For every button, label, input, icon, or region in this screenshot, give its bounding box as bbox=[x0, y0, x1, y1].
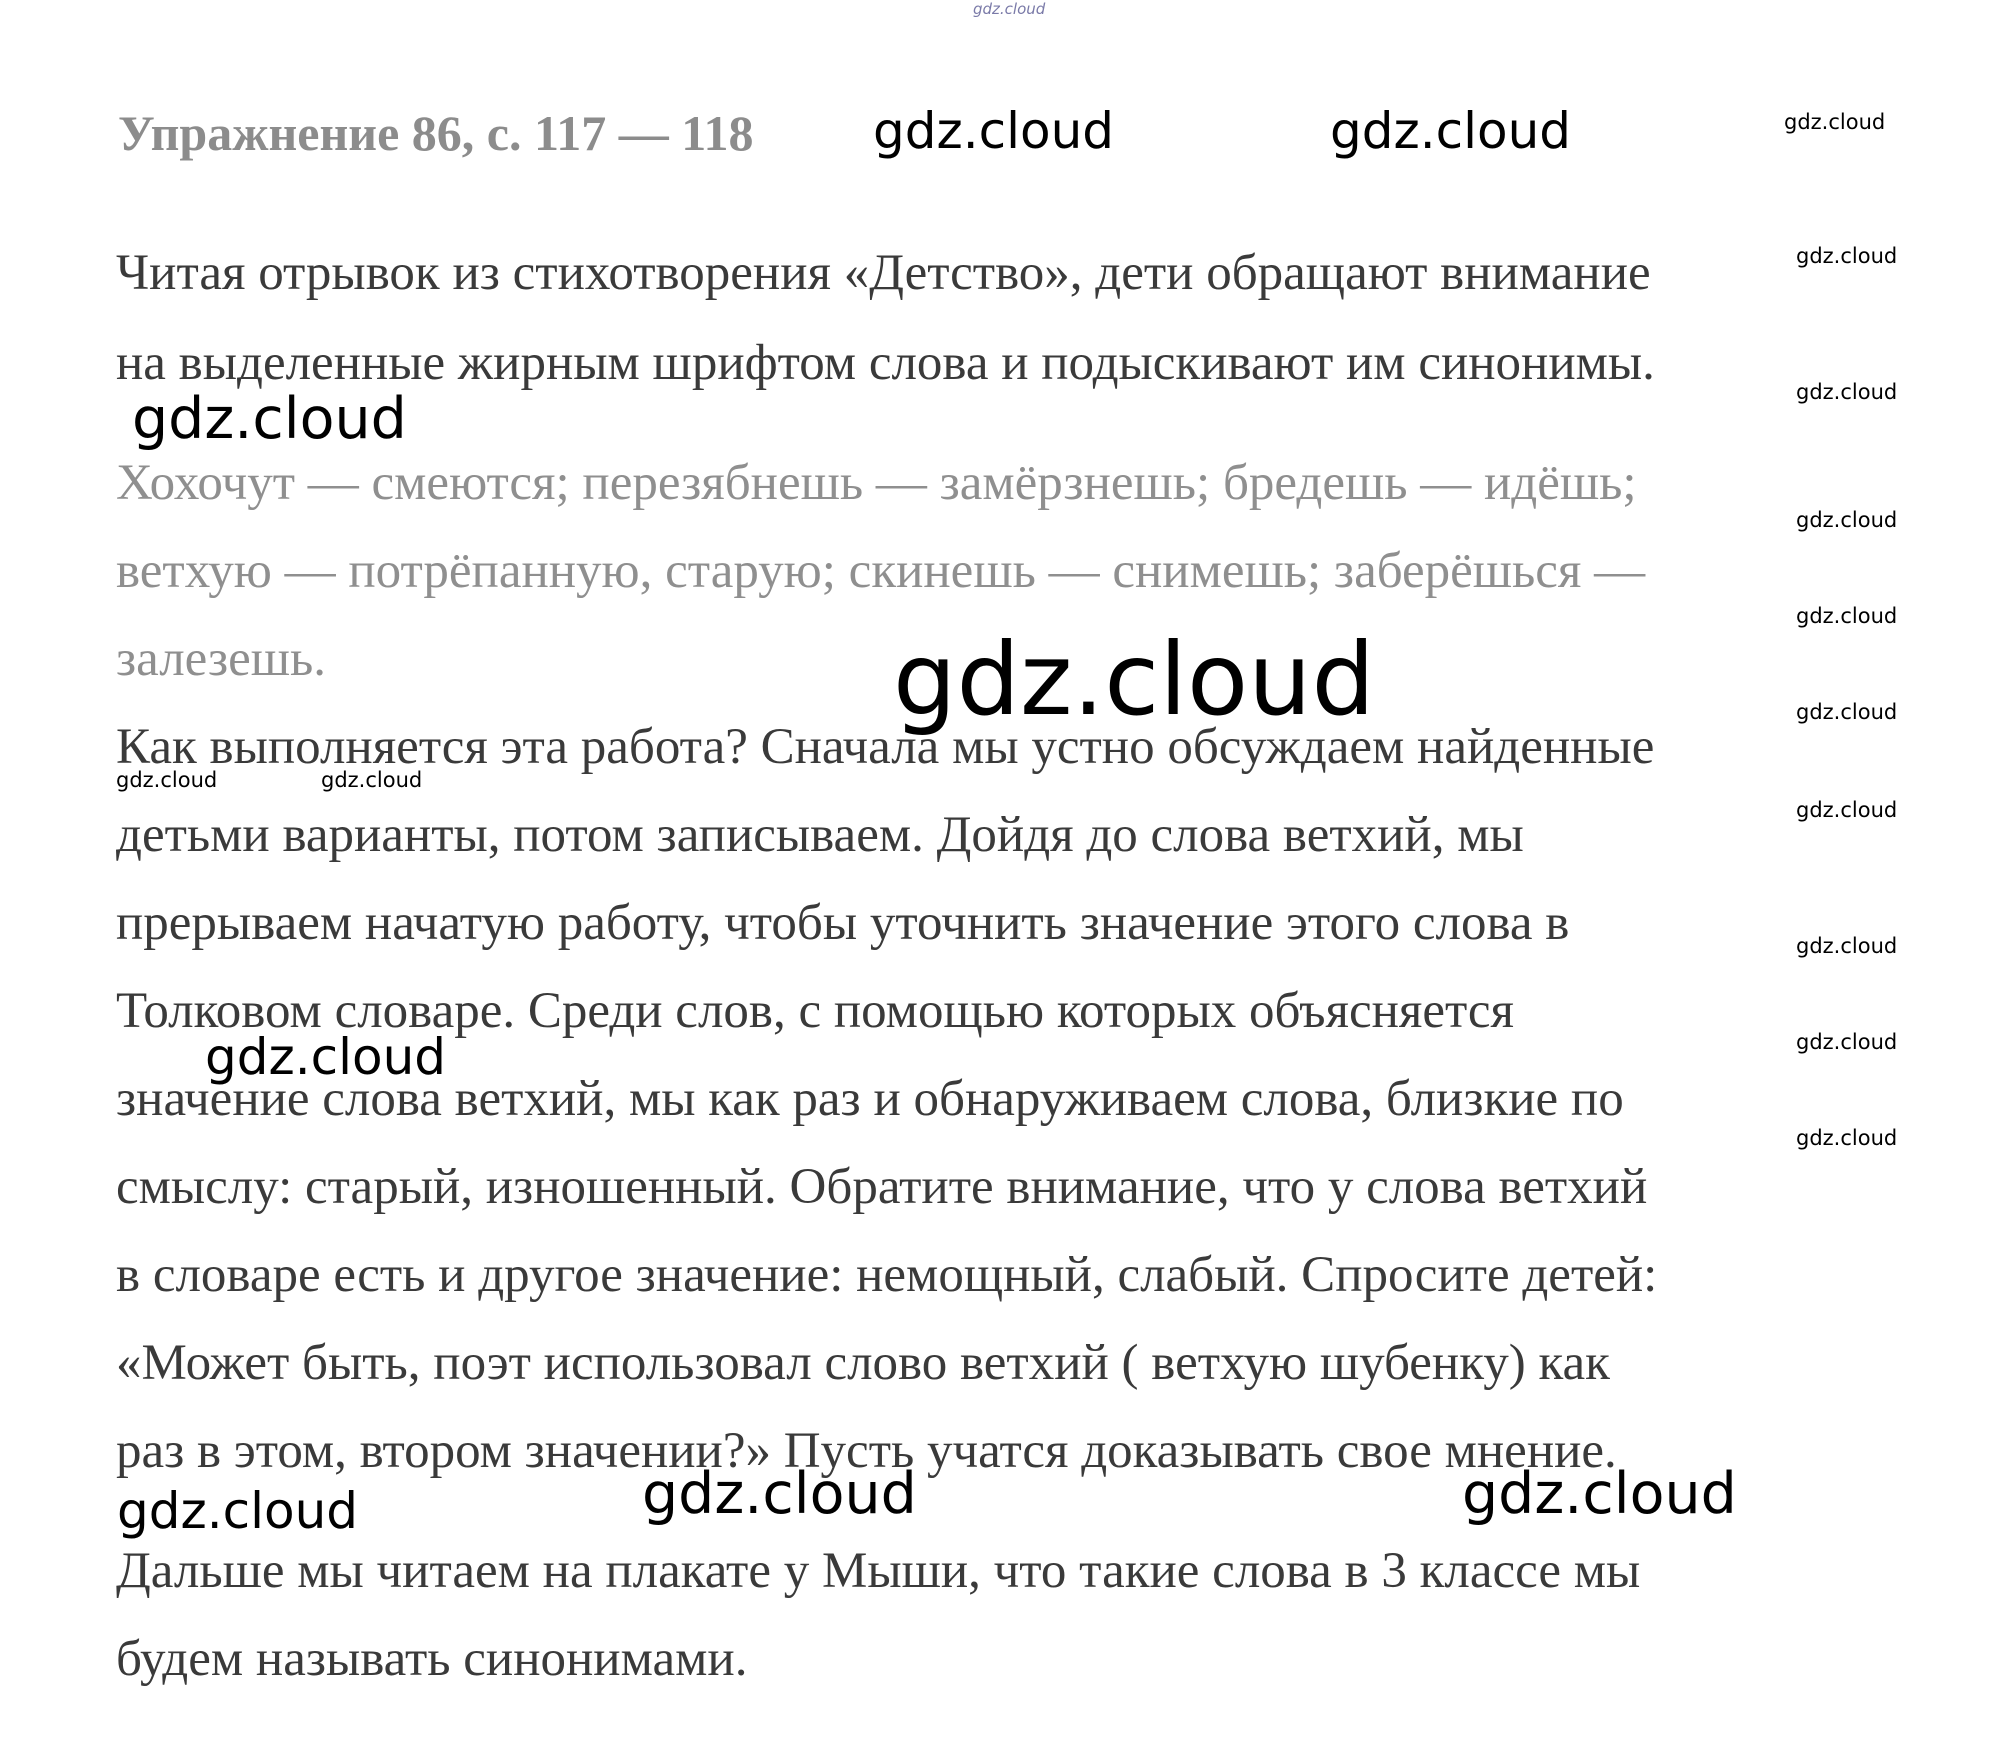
watermark: gdz.cloud bbox=[132, 386, 407, 452]
watermark: gdz.cloud bbox=[321, 768, 423, 792]
text-line: будем называть синонимами. bbox=[116, 1631, 748, 1687]
text-line: на выделенные жирным шрифтом слова и подыскивают им синонимы. bbox=[116, 335, 1655, 391]
text-line: Толковом словаре. Среди слов, с помощью которых объясняется bbox=[116, 983, 1515, 1039]
watermark: gdz.cloud bbox=[116, 768, 218, 792]
watermark: gdz.cloud bbox=[1796, 380, 1898, 404]
text-line: Дальше мы читаем на плакате у Мыши, что такие слова в 3 классе мы bbox=[116, 1543, 1641, 1599]
watermark: gdz.cloud bbox=[117, 1482, 359, 1540]
watermark: gdz.cloud bbox=[1796, 798, 1898, 822]
watermark: gdz.cloud bbox=[1330, 102, 1572, 160]
watermark: gdz.cloud bbox=[642, 1461, 917, 1527]
text-line: значение слова ветхий, мы как раз и обнаруживаем слова, близкие по bbox=[116, 1071, 1624, 1127]
watermark: gdz.cloud bbox=[1796, 604, 1898, 628]
watermark: gdz.cloud bbox=[893, 621, 1376, 738]
text-line: прерываем начатую работу, чтобы уточнить значение этого слова в bbox=[116, 895, 1570, 951]
watermark: gdz.cloud bbox=[873, 102, 1115, 160]
exercise-heading: Упражнение 86, с. 117 — 118 bbox=[118, 105, 754, 161]
watermark: gdz.cloud bbox=[1796, 244, 1898, 268]
watermark: gdz.cloud bbox=[1796, 508, 1898, 532]
text-line: в словаре есть и другое значение: немощный, слабый. Спросите детей: bbox=[116, 1247, 1658, 1303]
watermark: gdz.cloud bbox=[1796, 1126, 1898, 1150]
watermark: gdz.cloud bbox=[1796, 934, 1898, 958]
text-line: Как выполняется эта работа? Сначала мы устно обсуждаем найденные bbox=[116, 719, 1655, 775]
text-line: Читая отрывок из стихотворения «Детство», дети обращают внимание bbox=[116, 245, 1651, 301]
text-line: раз в этом, втором значении?» Пусть учатся доказывать свое мнение. bbox=[116, 1423, 1617, 1479]
watermark: gdz.cloud bbox=[1796, 700, 1898, 724]
watermark: gdz.cloud bbox=[1784, 110, 1886, 134]
watermark: gdz.cloud bbox=[1796, 1030, 1898, 1054]
watermark-top: gdz.cloud bbox=[973, 0, 1046, 18]
text-line: смыслу: старый, изношенный. Обратите внимание, что у слова ветхий bbox=[116, 1159, 1648, 1215]
text-line: залезешь. bbox=[116, 631, 327, 687]
text-line: Хохочут — смеются; перезябнешь — замёрзнешь; бредешь — идёшь; bbox=[116, 455, 1637, 511]
watermark: gdz.cloud bbox=[1462, 1461, 1737, 1527]
text-line: детьми варианты, потом записываем. Дойдя до слова ветхий, мы bbox=[116, 807, 1524, 863]
text-line: «Может быть, поэт использовал слово ветхий ( ветхую шубенку) как bbox=[116, 1335, 1610, 1391]
watermark: gdz.cloud bbox=[205, 1028, 447, 1086]
text-line: ветхую — потрёпанную, старую; скинешь — снимешь; заберёшься — bbox=[116, 543, 1646, 599]
